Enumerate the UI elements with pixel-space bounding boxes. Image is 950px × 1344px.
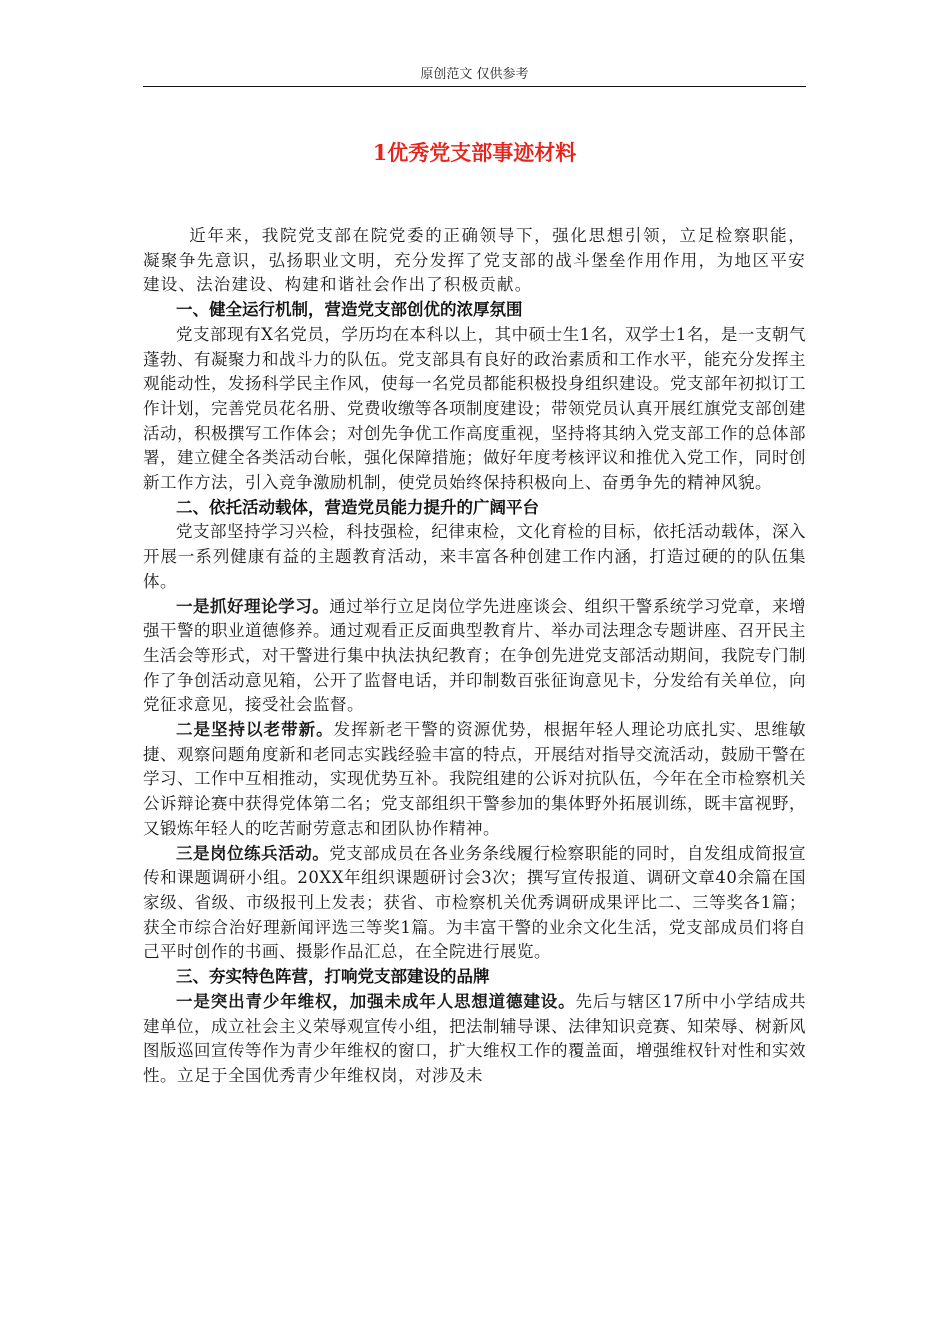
section-heading-2: 二、依托活动载体，营造党员能力提升的广阔平台: [176, 497, 539, 517]
document-title: 1优秀党支部事迹材料: [372, 140, 577, 165]
theory-study-paragraph: [143, 595, 806, 719]
theory-study-lead: 一是抓好理论学习。: [176, 596, 330, 616]
section-1-paragraph: 党支部现有X名党员，学历均在本科以上，其中硕士生1名，双学士1名，是一支朝气蓬勃、有凝聚力和战斗力的队伍。党支部具有良好的政治素质和工作水平，能充分发挥主观能动性，发扬科学民主作风，使每一名党员都能积极投身组织建设。党支部年初拟订工作计划，完善党员花名册、党费收缴等各项制度建设；带领党员认真开展红旗党支部创建活动，积极撰写工作体会；对创先争优工作高度重视，坚持将其纳入党支部工作的总体部署，建立健全各类活动台帐，强化保障措施；做好年度考核评议和推优入党工作，同时创新工作方法，引入竞争激励机制，使党员始终保持积极向上、奋勇争先的精神风貌。: [143, 324, 806, 493]
youth-rights-text: 先后与辖区17所中小学结成共建单位，成立社会主义荣辱观宣传小组，把法制辅导课、法律知识竞赛、知荣辱、树新风图版巡回宣传等作为青少年维权的窗口，扩大维权工作的覆盖面，增强维权针对性和实效性。立足于全国优秀青少年维权岗，对涉及未: [143, 991, 806, 1085]
intro-paragraph: 近年来，我院党支部在院党委的正确领导下，强化思想引领，立足检察职能，凝聚争先意识，弘扬职业文明，充分发挥了党支部的战斗堡垒作用作用，为地区平安建设、法治建设、构建和谐社会作出了积极贡献。: [143, 226, 806, 295]
header-rule: [143, 86, 806, 87]
page-header: 原创范文 仅供参考: [420, 67, 529, 82]
youth-rights-lead: 一是突出青少年维权，加强未成年人思想道德建设。: [176, 991, 576, 1011]
mentoring-text: 发挥新老干警的资源优势，根据年轻人理论功底扎实、思维敏捷、观察问题角度新和老同志实践经验丰富的特点，开展结对指导交流活动，鼓励干警在学习、工作中互相推动，实现优势互补。我院组建的公诉对抗队伍，今年在全市检察机关公诉辩论赛中获得党体第二名；党支部组织干警参加的集体野外拓展训练，既丰富视野，又锻炼年轻人的吃苦耐劳意志和团队协作精神。: [143, 720, 807, 838]
section-heading-1: 一、健全运行机制，营造党支部创优的浓厚氛围: [176, 300, 523, 320]
section-2-paragraph: 党支部坚持学习兴检，科技强检，纪律束检，文化育检的目标，依托活动载体，深入开展一系列健康有益的主题教育活动，来丰富各种创建工作内涵，打造过硬的的队伍集体。: [143, 522, 806, 591]
training-paragraph: [143, 842, 806, 966]
mentoring-lead: 二是坚持以老带新。: [176, 720, 334, 740]
training-lead: 三是岗位练兵活动。: [176, 843, 330, 863]
mentoring-paragraph: [143, 718, 806, 842]
theory-study-text: 通过举行立足岗位学先进座谈会、组织干警系统学习党章，来增强干警的职业道德修养。通过观看正反面典型教育片、举办司法理念专题讲座、召开民主生活会等形式，对干警进行集中执法执纪教育；在争创先进党支部活动期间，我院专门制作了争创活动意见箱，公开了监督电话，并印制数百张征询意见卡，分发给有关单位，向党征求意见，接受社会监督。: [143, 596, 807, 715]
section-heading-3: 三、夯实特色阵营，打响党支部建设的品牌: [176, 967, 490, 987]
youth-rights-paragraph: [143, 990, 806, 1089]
document-body: [143, 224, 806, 1089]
training-text: 党支部成员在各业务条线履行检察职能的同时，自发组成简报宣传和课题调研小组。20XX年组织课题研讨会3次；撰写宣传报道、调研文章40余篇在国家级、省级、市级报刊上发表；获省、市检察机关优秀调研成果评比二、三等奖各1篇；获全市综合治好理新闻评选三等奖1篇。为丰富干警的业余文化生活，党支部成员们将自己平时创作的书画、摄影作品汇总，在全院进行展览。: [143, 843, 807, 962]
